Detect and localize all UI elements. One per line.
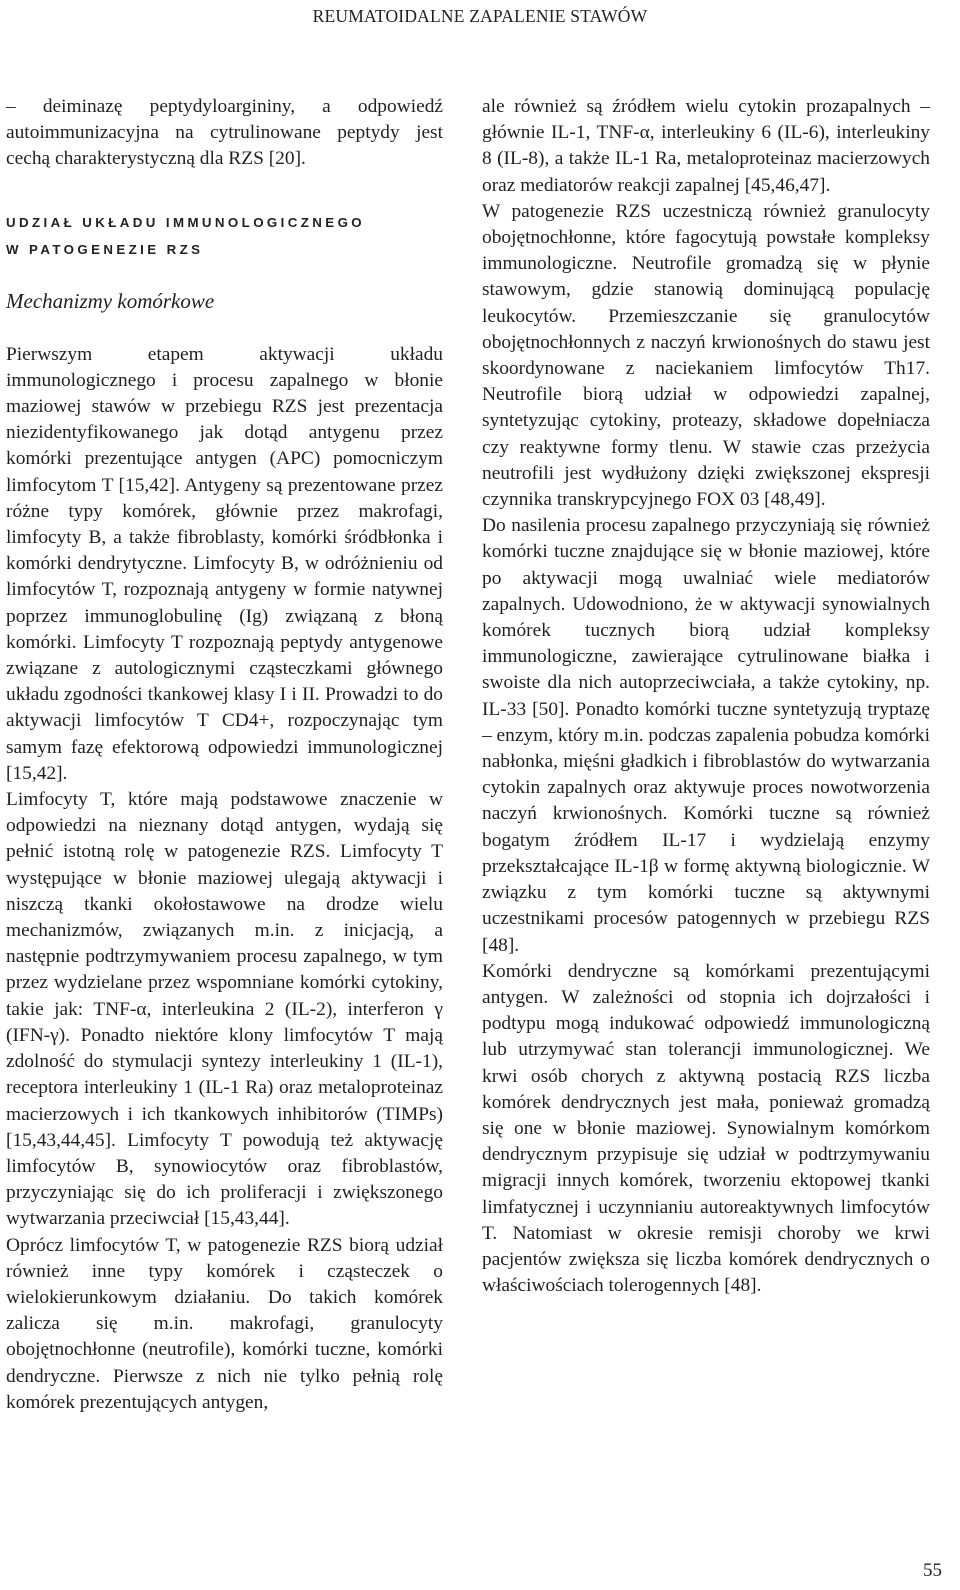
body-paragraph: W patogenezie RZS uczestniczą również granulocyty obojętnochłonne, które fagocytują powstałe kompleksy immunologiczne. Neutrofile gromadzą się w płynie stawowym, gdzie stanowią dominującą populację leukocytów. Przemieszczanie się granulocytów obojętnochłonnych z naczyń krwionośnych do stawu jest skoordynowane z naciekaniem limfocytów Th17. Neutrofile biorą udział w odpowiedzi zapalnej, syntetyzując cytokiny, proteazy, składowe dopełniacza czy reaktywne formy tlenu. W stawie czas przeżycia neutrofili jest wydłużony dzięki zwiększonej ekspresji czynnika transkrypcyjnego FOX 03 [48,49].: [482, 200, 930, 511]
section-heading-line-1: UDZIAŁ UKŁADU IMMUNOLOGICZNEGO: [6, 214, 366, 230]
body-paragraph: Pierwszym etapem aktywacji układu immunologicznego i procesu zapalnego w błonie maziowej stawów w przebiegu RZS jest prezentacja niezidentyfikowanego jak dotąd antygenu przez komórki prezentujące antygen (APC) pomocniczym limfocytom T [15,42]. Antygeny są prezentowane przez różne typy komórek, głównie przez makrofagi, limfocyty B, a także fibroblasty, komórki śródbłonka i komórki dendrytyczne. Limfocyty B, w odróżnieniu od limfocytów T, rozpoznają antygeny w formie natywnej poprzez immunoglobulinę (Ig) związaną z błoną komórki. Limfocyty T rozpoznają peptydy antygenowe związane z autologicznymi cząsteczkami głównego układu zgodności tkankowej klasy I i II. Prowadzi to do aktywacji limfocytów T CD4+, rozpoczynając tym samym fazę efektorową odpowiedzi immunologicznej [15,42].: [6, 343, 443, 784]
left-column: [6, 94, 443, 1416]
right-column: [482, 94, 930, 1299]
section-heading-line-2: W PATOGENEZIE RZS: [6, 241, 204, 257]
intro-paragraph: – deiminazę peptydyloargininy, a odpowiedź autoimmunizacyjna na cytrulinowane peptydy jest cechą charakterystyczną dla RZS [20].: [6, 96, 443, 170]
section-heading: [6, 209, 443, 263]
body-paragraph: Oprócz limfocytów T, w patogenezie RZS biorą udział również inne typy komórek i cząsteczek o wielokierunkowym działaniu. Do takich komórek zalicza się m.in. makrofagi, granulocyty obojętnochłonne (neutrofile), komórki tuczne, komórki dendryczne. Pierwsze z nich nie tylko pełnią rolę komórek prezentujących antygen,: [6, 1234, 443, 1413]
body-paragraph: ale również są źródłem wielu cytokin prozapalnych – głównie IL-1, TNF-α, interleukiny 6 (IL-6), interleukiny 8 (IL-8), a także IL-1 Ra, metaloproteinaz macierzowych oraz mediatorów reakcji zapalnej [45,46,47].: [482, 96, 930, 196]
page-number: 55: [923, 1560, 942, 1581]
body-paragraph: Komórki dendryczne są komórkami prezentującymi antygen. W zależności od stopnia ich dojrzałości i podtypu mogą indukować odpowiedź immunologiczną lub utrzymywać stan tolerancji immunologicznej. We krwi osób chorych z aktywną postacią RZS liczba komórek dendrycznych jest mała, ponieważ gromadzą się one w błonie maziowej. Synowialnym komórkom dendrycznym przypisuje się udział w podtrzymywaniu migracji innych komórek, tworzeniu ektopowej tkanki limfatycznej i uczynnianiu autoreaktywnych limfocytów T. Natomiast w okresie remisji choroby we krwi pacjentów zwiększa się liczba komórek dendrycznych o właściwościach tolerogennych [48].: [482, 960, 930, 1297]
body-paragraph: Do nasilenia procesu zapalnego przyczyniają się również komórki tuczne znajdujące się w błonie maziowej, które po aktywacji mogą uwalniać wiele mediatorów zapalnych. Udowodniono, że w aktywacji synowialnych komórek tucznych biorą udział kompleksy immunologiczne, zawierające cytrulinowane białka i swoiste dla nich autoprzeciwciała, a także cytokiny, np. IL-33 [50]. Ponadto komórki tuczne syntetyzują tryptazę – enzym, który m.in. podczas zapalenia pobudza komórki nabłonka, mięśni gładkich i fibroblastów do wytwarzania cytokin zapalnych oraz aktywuje proces nowotworzenia naczyń krwionośnych. Komórki tuczne są również bogatym źródłem IL-17 i wydzielają enzymy przekształcające IL-1β w formę aktywną biologicznie. W związku z tym komórki tuczne są aktywnymi uczestnikami procesów patogennych w przebiegu RZS [48].: [482, 515, 931, 956]
body-paragraph: Limfocyty T, które mają podstawowe znaczenie w odpowiedzi na nieznany dotąd antygen, wydają się pełnić istotną rolę w patogenezie RZS. Limfocyty T występujące w błonie maziowej ulegają aktywacji i niszczą tkanki okołostawowe na drodze wielu mechanizmów, związanych m.in. z inicjacją, a następnie podtrzymywaniem procesu zapalnego, w tym przez wydzielane przez wspomniane komórki cytokiny, takie jak: TNF-α, interleukina 2 (IL-2), interferon γ (IFN-γ). Ponadto niektóre klony limfocytów T mają zdolność do stymulacji syntezy interleukiny 1 (IL-1), receptora interleukiny 1 (IL-1 Ra) oraz metaloproteinaz macierzowych i ich tkankowych inhibitorów (TIMPs) [15,43,44,45]. Limfocyty T powodują też aktywację limfocytów B, synowiocytów oraz fibroblastów, przyczyniając się do ich proliferacji i zwiększonego wytwarzania przeciwciał [15,43,44].: [6, 789, 443, 1230]
running-header: REUMATOIDALNE ZAPALENIE STAWÓW: [312, 6, 648, 26]
subheading: Mechanizmy komórkowe: [6, 288, 215, 313]
